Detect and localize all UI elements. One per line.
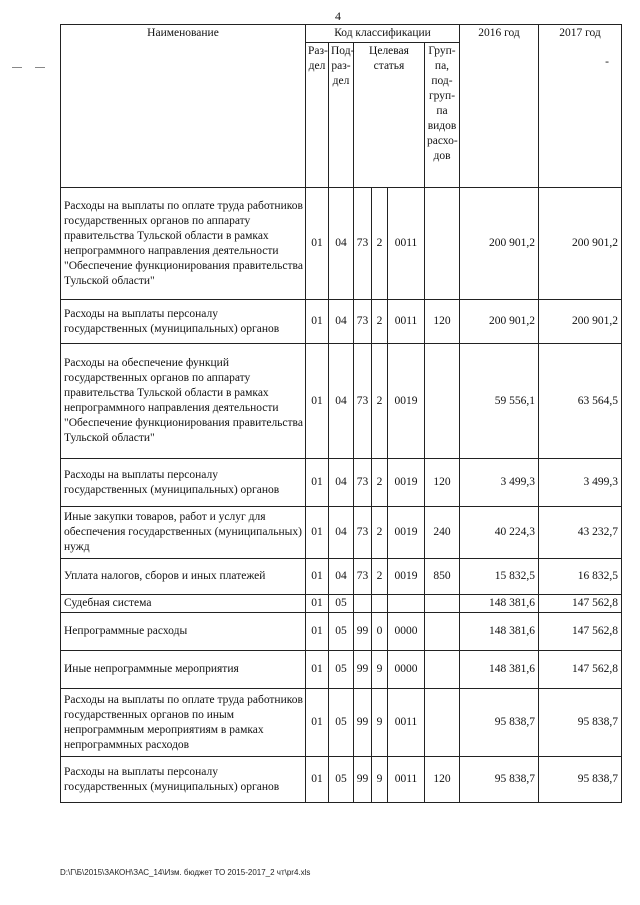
row-vid-rashodov (425, 344, 460, 459)
row-podrazdel: 04 (329, 344, 354, 459)
page-number: 4 (335, 9, 341, 23)
table-row (61, 459, 622, 507)
file-path-footer: D:\Г\Б\2015\ЗАКОН\ЗАС_14\Изм. бюджет ТО 2015-2017_2 чт\pr4.xls (60, 868, 311, 877)
row-statya-a: 73 (354, 459, 372, 507)
row-statya-a: 73 (354, 344, 372, 459)
row-podrazdel: 04 (329, 188, 354, 300)
row-statya-b: 2 (372, 300, 388, 344)
scan-mark (35, 67, 45, 68)
row-name: Непрограммные расходы (61, 613, 306, 651)
row-name: Расходы на выплаты персоналу государственных (муниципальных) органов (61, 459, 306, 507)
header-statya: Целевая статья (354, 43, 425, 188)
row-razdel: 01 (306, 344, 329, 459)
row-name: Расходы на выплаты персоналу государственных (муниципальных) органов (61, 757, 306, 803)
row-vid-rashodov: 120 (425, 459, 460, 507)
row-vid-rashodov: 120 (425, 757, 460, 803)
row-amount-2017: 95 838,7 (539, 757, 622, 803)
table-row (61, 689, 622, 757)
header-gruppa: Груп- па, под- груп- па видов расхо- дов (425, 43, 460, 188)
row-statya-c: 0011 (388, 300, 425, 344)
header-2017-dash: - (605, 56, 609, 68)
row-statya-c (388, 595, 425, 613)
row-podrazdel: 04 (329, 300, 354, 344)
row-amount-2017: 95 838,7 (539, 689, 622, 757)
row-statya-a: 73 (354, 507, 372, 559)
row-amount-2017: 200 901,2 (539, 300, 622, 344)
row-amount-2016: 15 832,5 (460, 559, 539, 595)
row-statya-c: 0019 (388, 344, 425, 459)
row-statya-b: 2 (372, 344, 388, 459)
row-vid-rashodov (425, 689, 460, 757)
header-name: Наименование (61, 25, 306, 188)
row-name: Судебная система (61, 595, 306, 613)
row-statya-b: 2 (372, 459, 388, 507)
row-razdel: 01 (306, 507, 329, 559)
row-statya-a: 99 (354, 689, 372, 757)
row-amount-2016: 59 556,1 (460, 344, 539, 459)
row-amount-2016: 3 499,3 (460, 459, 539, 507)
row-statya-c: 0011 (388, 757, 425, 803)
row-statya-c: 0019 (388, 559, 425, 595)
table-row (61, 559, 622, 595)
row-statya-b: 0 (372, 613, 388, 651)
row-amount-2017: 200 901,2 (539, 188, 622, 300)
row-razdel: 01 (306, 689, 329, 757)
row-statya-b: 2 (372, 507, 388, 559)
row-amount-2016: 148 381,6 (460, 651, 539, 689)
row-amount-2017: 147 562,8 (539, 613, 622, 651)
row-statya-a: 73 (354, 300, 372, 344)
row-statya-b: 9 (372, 651, 388, 689)
row-name: Расходы на обеспечение функций государственных органов по аппарату правительства Тульской области в рамках непрограммного направления деятельности "Обеспечение функционирования правительства Тульской области" (61, 344, 306, 459)
row-amount-2016: 148 381,6 (460, 595, 539, 613)
header-code: Код классификации (306, 25, 460, 43)
row-vid-rashodov: 120 (425, 300, 460, 344)
row-statya-c: 0000 (388, 651, 425, 689)
row-razdel: 01 (306, 459, 329, 507)
header-2017-label: 2017 год (559, 27, 601, 39)
row-statya-b: 9 (372, 757, 388, 803)
row-razdel: 01 (306, 757, 329, 803)
table-row (61, 300, 622, 344)
row-statya-b: 2 (372, 559, 388, 595)
row-podrazdel: 05 (329, 757, 354, 803)
row-razdel: 01 (306, 613, 329, 651)
row-statya-c: 0019 (388, 507, 425, 559)
row-name: Расходы на выплаты персоналу государственных (муниципальных) органов (61, 300, 306, 344)
row-podrazdel: 04 (329, 507, 354, 559)
row-razdel: 01 (306, 651, 329, 689)
row-amount-2017: 147 562,8 (539, 595, 622, 613)
row-statya-a: 99 (354, 651, 372, 689)
header-podrazdel: Под- раз- дел (329, 43, 354, 188)
row-podrazdel: 05 (329, 595, 354, 613)
row-amount-2017: 3 499,3 (539, 459, 622, 507)
row-amount-2016: 95 838,7 (460, 757, 539, 803)
row-name: Расходы на выплаты по оплате труда работников государственных органов по аппарату правительства Тульской области в рамках непрограммного направления деятельности "Обеспечение функционирования правительства Тульской области" (61, 188, 306, 300)
row-amount-2016: 95 838,7 (460, 689, 539, 757)
table-body (61, 188, 622, 803)
row-name: Иные закупки товаров, работ и услуг для обеспечения государственных (муниципальных) нужд (61, 507, 306, 559)
row-razdel: 01 (306, 300, 329, 344)
row-amount-2016: 40 224,3 (460, 507, 539, 559)
row-amount-2017: 63 564,5 (539, 344, 622, 459)
row-amount-2016: 200 901,2 (460, 188, 539, 300)
table-row (61, 651, 622, 689)
scan-mark (12, 67, 22, 68)
table-row (61, 507, 622, 559)
row-vid-rashodov (425, 651, 460, 689)
row-amount-2017: 147 562,8 (539, 651, 622, 689)
table-row (61, 595, 622, 613)
row-statya-c: 0011 (388, 689, 425, 757)
row-podrazdel: 05 (329, 689, 354, 757)
row-statya-c: 0011 (388, 188, 425, 300)
row-podrazdel: 04 (329, 559, 354, 595)
row-vid-rashodov (425, 613, 460, 651)
row-statya-a: 73 (354, 559, 372, 595)
table-row (61, 613, 622, 651)
table-row (61, 188, 622, 300)
row-razdel: 01 (306, 188, 329, 300)
row-statya-c: 0019 (388, 459, 425, 507)
row-statya-b: 2 (372, 188, 388, 300)
row-statya-a (354, 595, 372, 613)
row-statya-a: 99 (354, 757, 372, 803)
row-amount-2017: 16 832,5 (539, 559, 622, 595)
budget-table (60, 24, 622, 803)
row-name: Иные непрограммные мероприятия (61, 651, 306, 689)
row-amount-2017: 43 232,7 (539, 507, 622, 559)
row-vid-rashodov: 850 (425, 559, 460, 595)
header-razdel: Раз- дел (306, 43, 329, 188)
row-razdel: 01 (306, 595, 329, 613)
row-amount-2016: 200 901,2 (460, 300, 539, 344)
row-name: Уплата налогов, сборов и иных платежей (61, 559, 306, 595)
row-statya-a: 99 (354, 613, 372, 651)
row-name: Расходы на выплаты по оплате труда работников государственных органов по иным непрограммным мероприятиям в рамках непрограммных расходов (61, 689, 306, 757)
row-statya-b (372, 595, 388, 613)
row-statya-b: 9 (372, 689, 388, 757)
header-2016: 2016 год (460, 25, 539, 188)
row-razdel: 01 (306, 559, 329, 595)
table-row (61, 344, 622, 459)
row-amount-2016: 148 381,6 (460, 613, 539, 651)
row-podrazdel: 04 (329, 459, 354, 507)
row-podrazdel: 05 (329, 613, 354, 651)
row-statya-c: 0000 (388, 613, 425, 651)
table-row (61, 757, 622, 803)
row-statya-a: 73 (354, 188, 372, 300)
row-vid-rashodov: 240 (425, 507, 460, 559)
header-2017 (539, 25, 622, 188)
row-vid-rashodov (425, 188, 460, 300)
row-vid-rashodov (425, 595, 460, 613)
row-podrazdel: 05 (329, 651, 354, 689)
